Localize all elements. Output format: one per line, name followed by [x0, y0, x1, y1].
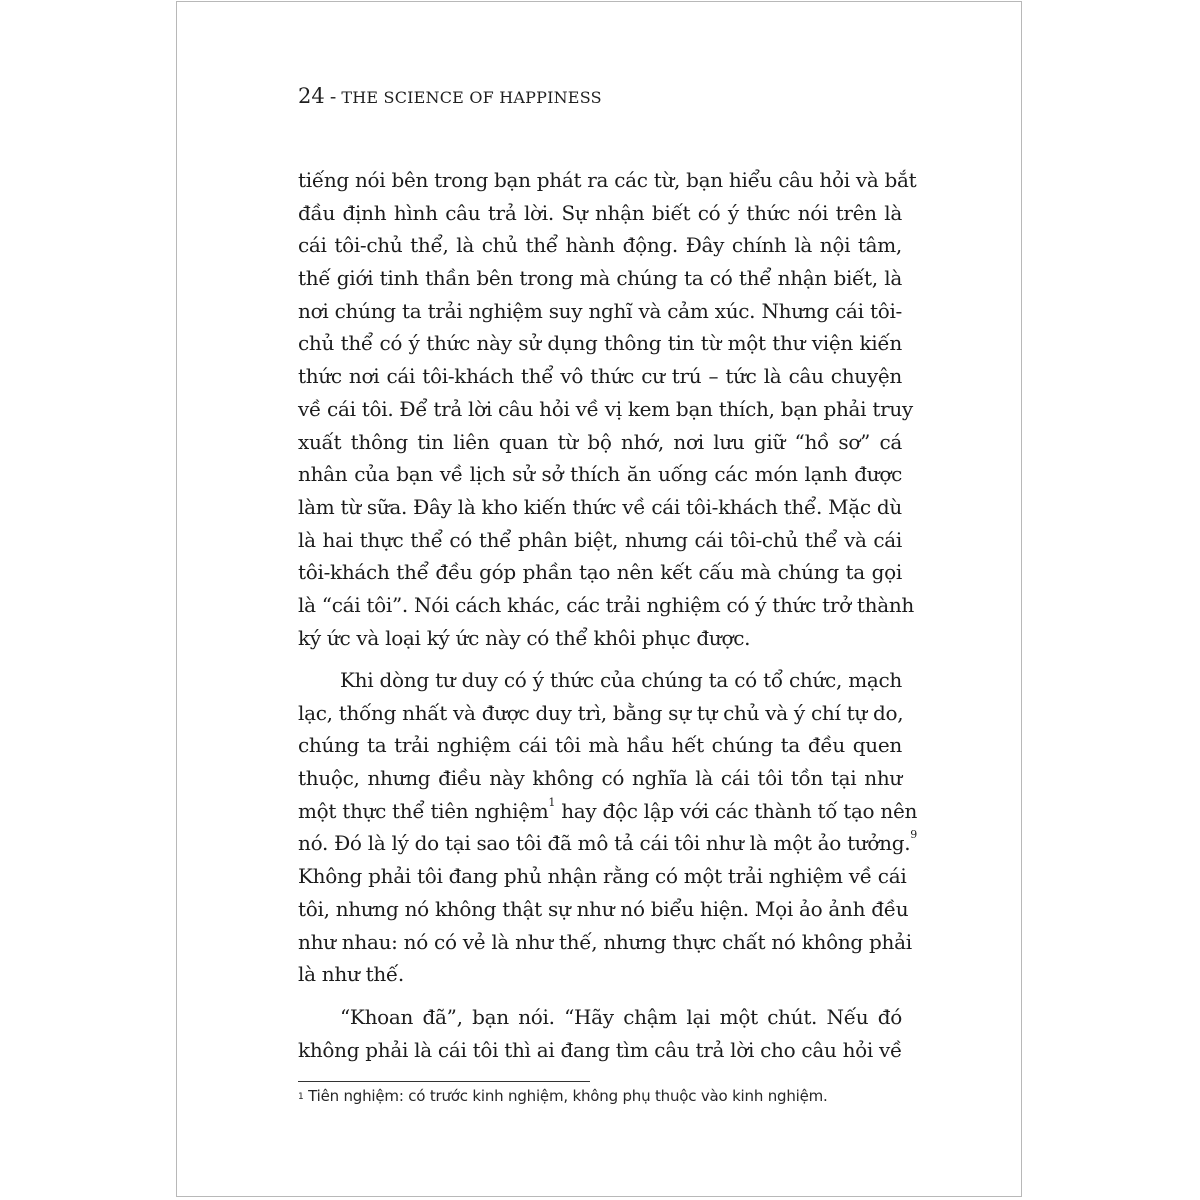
footnote [298, 1086, 828, 1106]
footnote-reference: 1 [548, 795, 556, 809]
text-line: ký ức và loại ký ức này có thể khôi phục được. [298, 625, 751, 650]
text-line-with-endnote [298, 827, 917, 860]
text-line: là như thế. [298, 962, 404, 987]
text-line: thức nơi cái tôi-khách thể vô thức cư trú – tức là câu chuyện [298, 364, 902, 389]
footnote-mark: 1 [298, 1092, 304, 1102]
page-number: 24 [298, 84, 325, 108]
text-line: thuộc, nhưng điều này không có nghĩa là cái tôi tồn tại như [298, 766, 902, 791]
book-title: THE SCIENCE OF HAPPINESS [341, 88, 602, 107]
text-line: Không phải tôi đang phủ nhận rằng có một trải nghiệm về cái [298, 864, 907, 889]
text-segment: nó. Đó là lý do tại sao tôi đã mô tả cái tôi như là một ảo tưởng. [298, 831, 911, 856]
text-line: nhân của bạn về lịch sử sở thích ăn uống các món lạnh được [298, 462, 902, 487]
text-line: tiếng nói bên trong bạn phát ra các từ, bạn hiểu câu hỏi và bắt [298, 168, 917, 192]
text-line: làm từ sữa. Đây là kho kiến thức về cái tôi-khách thể. Mặc dù [298, 494, 902, 519]
running-head [298, 82, 602, 112]
text-line: lạc, thống nhất và được duy trì, bằng sự tự chủ và ý chí tự do, [298, 700, 904, 725]
text-line: “Khoan đã”, bạn nói. “Hãy chậm lại một chút. Nếu đó [340, 1005, 902, 1029]
text-line: thế giới tinh thần bên trong mà chúng ta có thể nhận biết, là [298, 266, 902, 291]
text-line: là “cái tôi”. Nói cách khác, các trải nghiệm có ý thức trở thành [298, 592, 914, 617]
text-line: về cái tôi. Để trả lời câu hỏi về vị kem bạn thích, bạn phải truy [298, 396, 913, 421]
footnote-divider [298, 1081, 590, 1082]
paragraph-1 [298, 164, 917, 654]
text-line: như nhau: nó có vẻ là như thế, nhưng thực chất nó không phải [298, 929, 912, 954]
text-line: Khi dòng tư duy có ý thức của chúng ta có tổ chức, mạch [340, 668, 902, 692]
text-line: là hai thực thể có thể phân biệt, nhưng cái tôi-chủ thể và cái [298, 527, 902, 552]
endnote-reference: 9 [910, 828, 917, 842]
footnote-text: Tiên nghiệm: có trước kinh nghiệm, không phụ thuộc vào kinh nghiệm. [308, 1087, 828, 1105]
text-line: nơi chúng ta trải nghiệm suy nghĩ và cảm xúc. Nhưng cái tôi- [298, 298, 902, 323]
paragraph-3 [298, 1001, 902, 1066]
text-line-with-footnote [298, 795, 918, 828]
text-line: xuất thông tin liên quan từ bộ nhớ, nơi lưu giữ “hồ sơ” cá [298, 429, 902, 454]
text-line: tôi, nhưng nó không thật sự như nó biểu hiện. Mọi ảo ảnh đều [298, 896, 909, 921]
book-page [176, 1, 1022, 1197]
text-line: chủ thể có ý thức này sử dụng thông tin từ một thư viện kiến [298, 331, 902, 356]
text-line: đầu định hình câu trả lời. Sự nhận biết có ý thức nói trên là [298, 200, 902, 225]
text-segment: một thực thể tiên nghiệm [298, 798, 549, 823]
text-line: không phải là cái tôi thì ai đang tìm câu trả lời cho câu hỏi về [298, 1037, 903, 1062]
text-line: chúng ta trải nghiệm cái tôi mà hầu hết chúng ta đều quen [298, 733, 902, 758]
header-separator: - [329, 86, 337, 108]
text-line: cái tôi-chủ thể, là chủ thể hành động. Đây chính là nội tâm, [298, 233, 902, 258]
paragraph-2 [298, 664, 918, 991]
text-segment: hay độc lập với các thành tố tạo nên [561, 798, 918, 823]
text-line: tôi-khách thể đều góp phần tạo nên kết cấu mà chúng ta gọi [298, 560, 902, 585]
